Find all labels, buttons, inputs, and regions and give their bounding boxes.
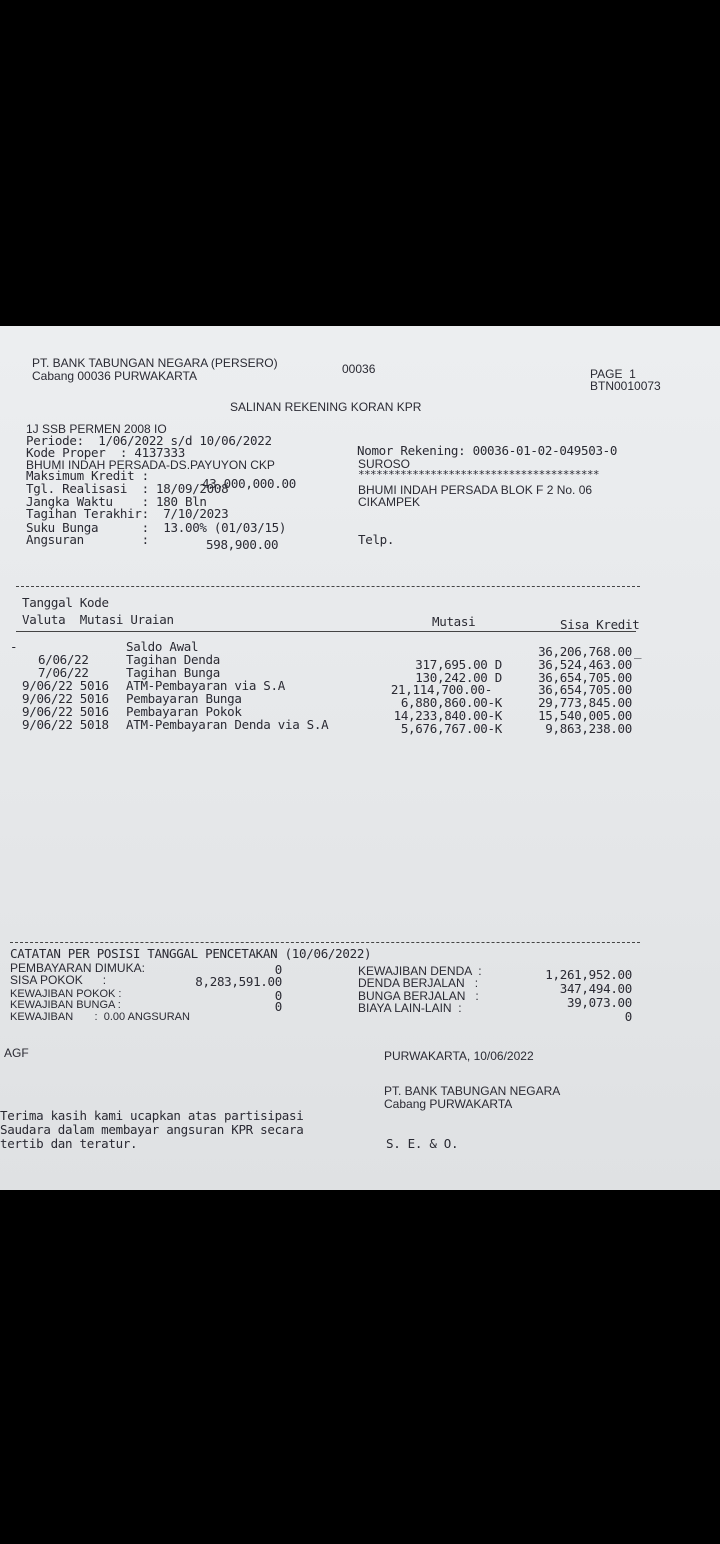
row-description: Tagihan Denda (126, 652, 220, 667)
row-description: Pembayaran Bunga (126, 691, 242, 706)
telephone: Telp. (358, 532, 395, 547)
maksimum-kredit-label: Maksimum Kredit : (26, 468, 149, 483)
bunga-berjalan-value: 39,073.00 (566, 995, 632, 1010)
thanks-line-3: tertib dan teratur. (0, 1136, 138, 1151)
kewajiban-bunga-value: 0 (274, 999, 282, 1014)
tgl-realisasi: Tgl. Realisasi : 18/09/2008 (26, 481, 229, 496)
bunga-berjalan-label: BUNGA BERJALAN : (358, 989, 479, 1003)
row-sisa: 15,540,005.00 (538, 708, 632, 723)
table-header-line-1: Tanggal Kode (22, 595, 109, 610)
suku-bunga: Suku Bunga : 13.00% (01/03/15) (26, 520, 287, 535)
footer-branch: Cabang PURWAKARTA (384, 1097, 513, 1111)
program-code: 1J SSB PERMEN 2008 IO (26, 422, 167, 436)
row-sisa: 29,773,845.00 (538, 695, 632, 710)
row-marker: - (10, 639, 18, 654)
tagihan-terakhir: Tagihan Terakhir: 7/10/2023 (26, 506, 229, 521)
kode-proper: Kode Proper : 4137333 (26, 445, 185, 460)
row-date: 9/06/22 5016 (22, 704, 109, 719)
address-line-2: CIKAMPEK (358, 495, 421, 509)
document-id: BTN0010073 (590, 379, 661, 393)
kewajiban-pokok-label: KEWAJIBAN POKOK : (10, 988, 122, 1000)
nomor-rekening: Nomor Rekening: 00036-01-02-049503-0 (357, 443, 618, 458)
row-mutasi: 6,880,860.00-K (400, 695, 502, 710)
row-sisa: 36,654,705.00 (538, 682, 632, 697)
pembayaran-dimuka-value: 0 (274, 962, 282, 977)
branch-name: Cabang 00036 PURWAKARTA (32, 369, 197, 383)
angsuran-label: Angsuran : (26, 532, 149, 547)
sisa-pokok-value: 8,283,591.00 (195, 974, 282, 989)
row-tick: _ (634, 644, 642, 659)
thanks-line-2: Saudara dalam membayar angsuran KPR secara (0, 1122, 304, 1137)
branch-code: 00036 (342, 362, 376, 376)
sisa-pokok-label: SISA POKOK : (10, 973, 107, 987)
table-header-line-2: Valuta Mutasi Uraian (22, 612, 174, 627)
document-title: SALINAN REKENING KORAN KPR (230, 400, 422, 414)
page-number: PAGE 1 (590, 367, 636, 381)
jangka-waktu: Jangka Waktu : 180 Bln (26, 494, 207, 509)
divider-bottom (10, 942, 640, 943)
row-date: 7/06/22 (38, 665, 89, 680)
row-mutasi: 14,233,840.00-K (393, 708, 502, 723)
kewajiban-bunga-label: KEWAJIBAN BUNGA : (10, 999, 121, 1011)
row-description: ATM-Pembayaran via S.A (126, 678, 285, 693)
row-sisa: 36,654,705.00 (538, 670, 632, 685)
row-mutasi: 130,242.00 D (415, 670, 502, 685)
angsuran-value: 598,900.00 (206, 537, 279, 552)
row-sisa: 36,524,463.00 (538, 657, 632, 672)
errors-omissions: S. E. & O. (386, 1136, 459, 1151)
pembayaran-dimuka-label: PEMBAYARAN DIMUKA: (10, 961, 145, 975)
kewajiban-denda-value: 1,261,952.00 (545, 967, 632, 982)
statement-paper (0, 326, 720, 1190)
footer-bank-name: PT. BANK TABUNGAN NEGARA (384, 1084, 561, 1098)
denda-berjalan-value: 347,494.00 (559, 981, 632, 996)
biaya-lain-label: BIAYA LAIN-LAIN : (358, 1001, 462, 1015)
row-date: 6/06/22 (38, 652, 89, 667)
kewajiban-angsuran: KEWAJIBAN : 0.00 ANGSURAN (10, 1011, 190, 1023)
row-description: Saldo Awal (126, 639, 199, 654)
address-line-1: BHUMI INDAH PERSADA BLOK F 2 No. 06 (358, 483, 593, 497)
biaya-lain-value: 0 (624, 1009, 632, 1024)
row-date: 9/06/22 5016 (22, 691, 109, 706)
row-sisa: 9,863,238.00 (545, 721, 632, 736)
catatan-title: CATATAN PER POSISI TANGGAL PENCETAKAN (10/06/2022) (10, 946, 372, 961)
column-sisa-kredit: Sisa Kredit (560, 617, 640, 632)
row-mutasi: 317,695.00 D (415, 657, 502, 672)
table-header-rule (16, 631, 636, 632)
operator-code: AGF (4, 1046, 29, 1060)
divider-top (16, 586, 640, 587)
row-mutasi: 21,114,700.00- (390, 682, 492, 697)
periode: Periode: 1/06/2022 s/d 10/06/2022 (26, 433, 272, 448)
row-sisa: 36,206,768.00 (538, 644, 632, 659)
column-mutasi: Mutasi (432, 614, 476, 629)
row-description: Pembayaran Pokok (126, 704, 242, 719)
denda-berjalan-label: DENDA BERJALAN : (358, 976, 479, 990)
row-description: ATM-Pembayaran Denda via S.A (126, 717, 329, 732)
row-date: 9/06/22 5018 (22, 717, 109, 732)
place-date: PURWAKARTA, 10/06/2022 (384, 1049, 534, 1063)
thanks-line-1: Terima kasih kami ucapkan atas partisipasi (0, 1108, 304, 1123)
row-mutasi: 5,676,767.00-K (400, 721, 502, 736)
row-date: 9/06/22 5016 (22, 678, 109, 693)
maksimum-kredit-value: 43,000,000.00 (202, 476, 296, 491)
kewajiban-pokok-value: 0 (274, 988, 282, 1003)
masked-line: **************************************** (358, 468, 599, 481)
project-name: BHUMI INDAH PERSADA-DS.PAYUYON CKP (26, 458, 275, 472)
bank-name: PT. BANK TABUNGAN NEGARA (PERSERO) (32, 356, 278, 370)
customer-name: SUROSO (358, 457, 411, 471)
kewajiban-denda-label: KEWAJIBAN DENDA : (358, 964, 482, 978)
row-description: Tagihan Bunga (126, 665, 220, 680)
